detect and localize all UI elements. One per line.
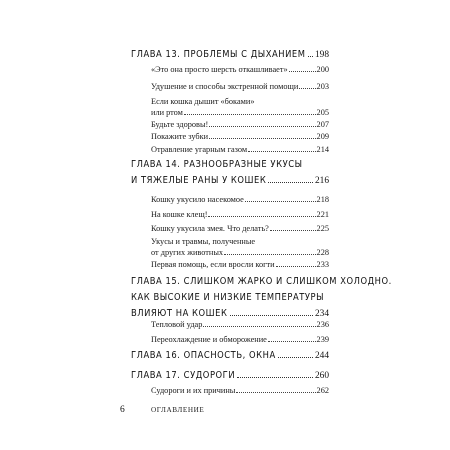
toc-entry <box>151 209 329 220</box>
dot-leader <box>308 56 313 57</box>
toc-entry <box>151 144 329 155</box>
toc-entry <box>151 194 329 205</box>
chapter-17-page: 260 <box>314 371 329 381</box>
footer-page-number: 6 <box>120 405 125 415</box>
toc-entry-page: 218 <box>316 195 329 204</box>
dot-leader <box>209 126 315 127</box>
footer-running-title: ОГЛАВЛЕНИЕ <box>151 406 205 414</box>
toc-entry-page: 239 <box>316 335 329 344</box>
chapter-13-page: 198 <box>314 50 329 60</box>
toc-entry <box>151 334 329 345</box>
dot-leader <box>208 216 315 217</box>
toc-entry-title: Кошку укусила змея. Что делать? <box>151 224 269 233</box>
toc-entry-page: 214 <box>316 145 329 154</box>
toc-entry-page: 203 <box>316 82 329 91</box>
toc-entry-page: 221 <box>316 210 329 219</box>
toc-entry-title: Судороги и их причины <box>151 386 236 395</box>
toc-entry-page: 205 <box>316 108 329 117</box>
dot-leader <box>270 230 316 231</box>
dot-leader <box>230 315 313 316</box>
toc-entry-title: Будьте здоровы! <box>151 120 209 129</box>
chapter-17-heading <box>131 368 329 384</box>
toc-entry <box>151 64 329 75</box>
toc-entry <box>151 81 329 92</box>
toc-entry <box>151 259 329 270</box>
chapter-17-title: ГЛАВА 17. СУДОРОГИ <box>131 370 236 381</box>
toc-entry-title-cont: от других животных <box>151 248 224 257</box>
dot-leader <box>276 266 316 267</box>
toc-entry <box>151 119 329 130</box>
dot-leader <box>278 357 313 358</box>
toc-entry-page: 209 <box>316 132 329 141</box>
dot-leader <box>248 151 315 152</box>
toc-entry-title: «Это она просто шерсть откашливает» <box>151 65 288 74</box>
toc-entry-title: Тепловой удар <box>151 320 203 329</box>
chapter-15-title-cont: КАК ВЫСОКИЕ И НИЗКИЕ ТЕМПЕРАТУРЫ <box>131 292 325 303</box>
toc-entry-title: Укусы и травмы, полученные <box>151 237 256 246</box>
toc-entry-page: 236 <box>316 320 329 329</box>
toc-entry-title: Кошку укусило насекомое <box>151 195 244 204</box>
dot-leader <box>268 182 313 183</box>
toc-entry-page: 233 <box>316 260 329 269</box>
chapter-13-title: ГЛАВА 13. ПРОБЛЕМЫ С ДЫХАНИЕМ <box>131 49 306 60</box>
toc-entry-title-cont: или ртом <box>151 108 183 117</box>
dot-leader <box>236 392 315 393</box>
toc-entry <box>151 131 329 142</box>
dot-leader <box>224 254 315 255</box>
toc-entry <box>151 319 329 330</box>
chapter-13-heading <box>131 47 329 63</box>
chapter-16-heading <box>131 348 329 364</box>
toc-entry-page: 228 <box>316 248 329 257</box>
dot-leader <box>237 377 313 378</box>
chapter-16-page: 244 <box>314 351 329 361</box>
toc-entry <box>151 96 329 118</box>
dot-leader <box>184 114 316 115</box>
chapter-16-title: ГЛАВА 16. ОПАСНОСТЬ, ОКНА <box>131 350 276 361</box>
dot-leader <box>203 326 315 327</box>
dot-leader <box>299 88 315 89</box>
chapter-15-title: ГЛАВА 15. СЛИШКОМ ЖАРКО И СЛИШКОМ ХОЛОДНО. <box>131 276 392 287</box>
toc-entry <box>151 236 329 258</box>
toc-entry-title: Отравление угарным газом <box>151 145 248 154</box>
toc-entry-title: Удушение и способы экстренной помощи <box>151 82 299 91</box>
toc-entry <box>151 223 329 234</box>
chapter-14-heading <box>131 157 329 189</box>
dot-leader <box>268 341 316 342</box>
toc-entry <box>151 385 329 396</box>
toc-entry-page: 262 <box>316 386 329 395</box>
toc-entry-title: Переохлаждение и обморожение <box>151 335 267 344</box>
toc-entry-page: 200 <box>316 65 329 74</box>
toc-entry-title: Покажите зубки <box>151 132 209 141</box>
dot-leader <box>245 201 316 202</box>
dot-leader <box>289 71 316 72</box>
chapter-14-title: ГЛАВА 14. РАЗНООБРАЗНЫЕ УКУСЫ <box>131 159 303 170</box>
chapter-14-page: 216 <box>314 176 329 186</box>
toc-entry-page: 225 <box>316 224 329 233</box>
chapter-15-page: 234 <box>314 309 329 319</box>
dot-leader <box>209 138 315 139</box>
toc-entry-title: На кошке клещ! <box>151 210 208 219</box>
chapter-15-title-cont: ВЛИЯЮТ НА КОШЕК <box>131 308 228 319</box>
chapter-14-title-cont: И ТЯЖЕЛЫЕ РАНЫ У КОШЕК <box>131 175 267 186</box>
toc-entry-title: Первая помощь, если вросли когти <box>151 260 275 269</box>
chapter-15-heading <box>131 274 392 322</box>
toc-entry-page: 207 <box>316 120 329 129</box>
toc-entry-title: Если кошка дышит «боками» <box>151 97 255 106</box>
